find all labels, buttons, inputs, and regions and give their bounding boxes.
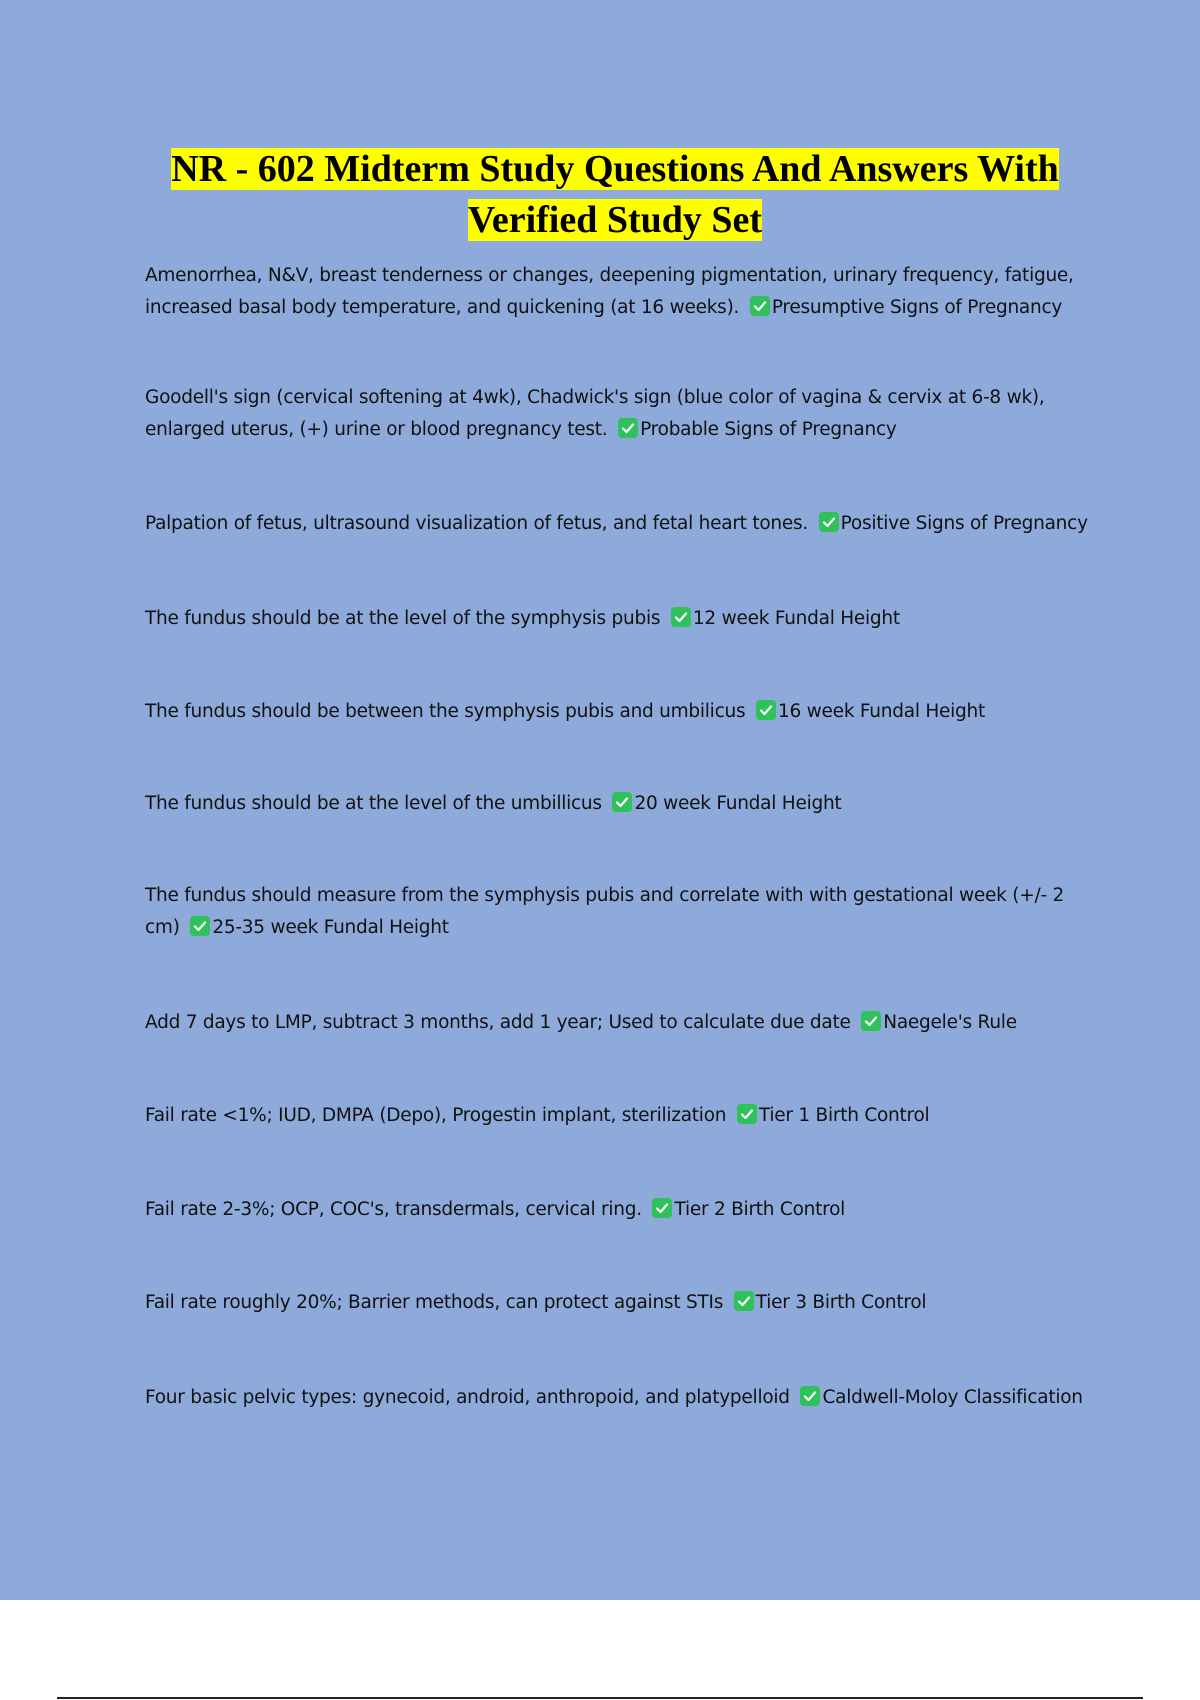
check-mark-icon: [750, 296, 770, 316]
answer-text: 16 week Fundal Height: [778, 701, 985, 722]
page-title: [140, 144, 1090, 246]
check-mark-icon: [652, 1198, 672, 1218]
check-mark-icon: [756, 700, 776, 720]
qa-entry-2: [145, 382, 1100, 446]
answer-text: Presumptive Signs of Pregnancy: [771, 297, 1063, 318]
question-text: Four basic pelvic types: gynecoid, android, anthropoid, and platypelloid: [145, 1387, 790, 1408]
answer-text: Tier 3 Birth Control: [755, 1292, 927, 1313]
answer-text: 25-35 week Fundal Height: [212, 917, 449, 938]
check-mark-icon: [612, 792, 632, 812]
answer-text: Caldwell-Moloy Classification: [822, 1387, 1083, 1408]
question-text: Fail rate <1%; IUD, DMPA (Depo), Progestin implant, sterilization: [145, 1105, 727, 1126]
title-line-1: NR - 602 Midterm Study Questions And Answers With: [171, 148, 1059, 190]
title-line-2: Verified Study Set: [467, 199, 763, 241]
answer-text: 20 week Fundal Height: [634, 793, 842, 814]
qa-entry-12: [145, 1382, 1100, 1414]
qa-entry-11: [145, 1287, 1100, 1319]
footer-divider: [57, 1697, 1143, 1699]
question-text: Palpation of fetus, ultrasound visualization of fetus, and fetal heart tones.: [145, 513, 809, 534]
check-mark-icon: [671, 607, 691, 627]
check-mark-icon: [800, 1386, 820, 1406]
check-mark-icon: [737, 1104, 757, 1124]
question-text: The fundus should be at the level of the symphysis pubis: [145, 608, 661, 629]
answer-text: Naegele's Rule: [883, 1012, 1017, 1033]
answer-text: Probable Signs of Pregnancy: [640, 419, 897, 440]
answer-text: Positive Signs of Pregnancy: [840, 513, 1088, 534]
qa-entry-1: [145, 260, 1100, 324]
qa-entry-3: [145, 508, 1100, 540]
qa-entry-10: [145, 1194, 1100, 1226]
qa-entry-6: [145, 788, 1100, 820]
answer-text: 12 week Fundal Height: [692, 608, 900, 629]
qa-entry-5: [145, 696, 1100, 728]
question-text: Amenorrhea, N&V, breast tenderness or changes, deepening pigmentation, urinary frequency, fatigue, increased basal body temperature, and quickening (at 16 weeks).: [145, 265, 1074, 318]
qa-entry-9: [145, 1100, 1100, 1132]
qa-entry-7: [145, 880, 1100, 944]
question-text: Add 7 days to LMP, subtract 3 months, add 1 year; Used to calculate due date: [145, 1012, 851, 1033]
check-mark-icon: [819, 512, 839, 532]
qa-entry-8: [145, 1007, 1100, 1039]
question-text: The fundus should measure from the symphysis pubis and correlate with with gestational week (+/- 2 cm): [145, 885, 1065, 938]
qa-entry-4: [145, 603, 1100, 635]
check-mark-icon: [861, 1011, 881, 1031]
answer-text: Tier 1 Birth Control: [758, 1105, 930, 1126]
question-text: The fundus should be at the level of the umbillicus: [145, 793, 602, 814]
check-mark-icon: [618, 418, 638, 438]
check-mark-icon: [734, 1291, 754, 1311]
answer-text: Tier 2 Birth Control: [674, 1199, 846, 1220]
question-text: Fail rate 2-3%; OCP, COC's, transdermals, cervical ring.: [145, 1199, 642, 1220]
question-text: The fundus should be between the symphysis pubis and umbilicus: [145, 701, 746, 722]
question-text: Fail rate roughly 20%; Barrier methods, can protect against STIs: [145, 1292, 724, 1313]
question-text: Goodell's sign (cervical softening at 4wk), Chadwick's sign (blue color of vagina & cervix at 6-8 wk), enlarged uterus, (+) urine or blood pregnancy test.: [145, 387, 1045, 440]
check-mark-icon: [190, 916, 210, 936]
